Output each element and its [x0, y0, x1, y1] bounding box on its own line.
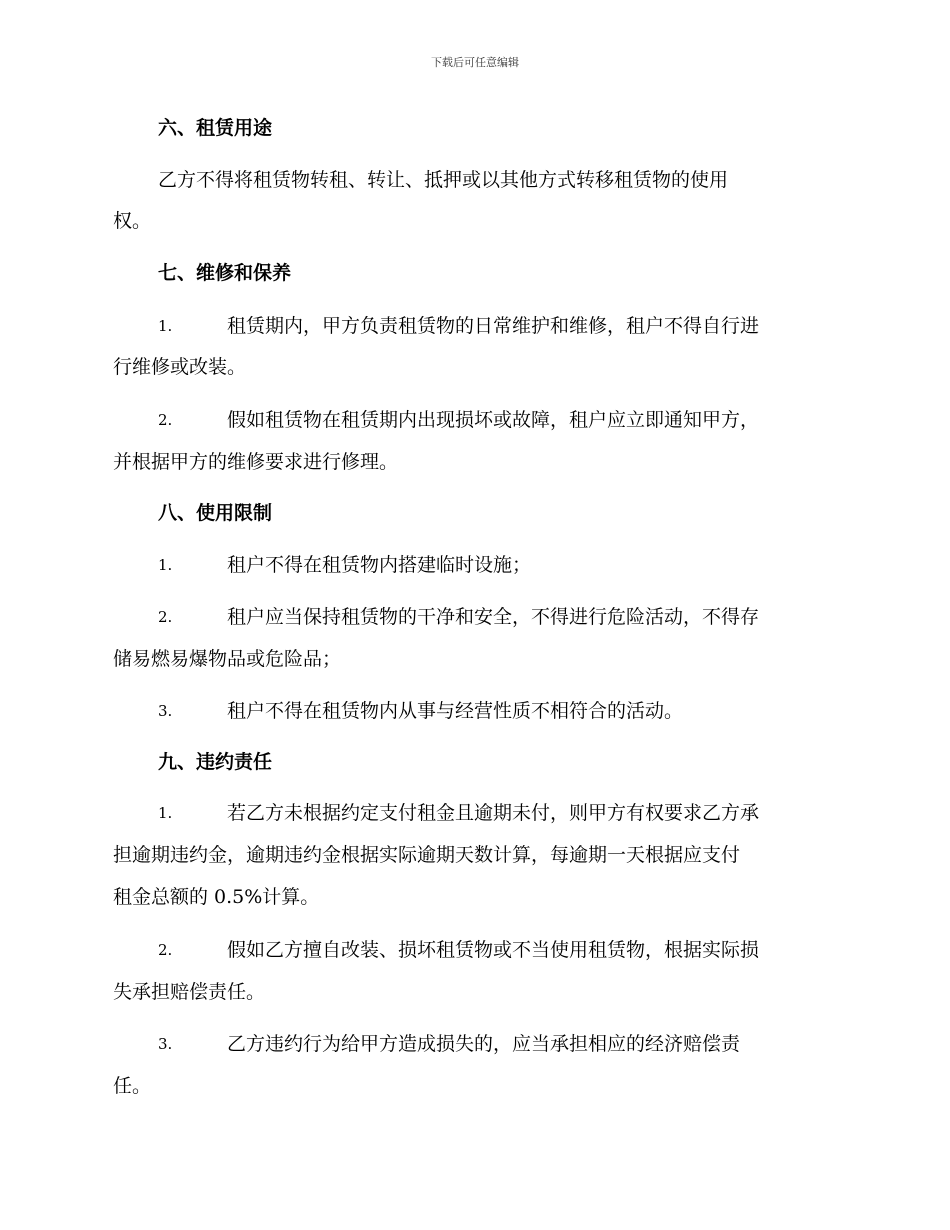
item-line: 若乙方未根据约定支付租金且逾期未付，则甲方有权要求乙方承	[227, 802, 760, 824]
section-heading-6: 六、租赁用途	[158, 117, 273, 139]
item-line: 租户不得在租赁物内从事与经营性质不相符合的活动。	[227, 700, 684, 722]
item-number: 3.	[158, 1035, 173, 1053]
item-line: 租户应当保持租赁物的干净和安全，不得进行危险活动，不得存	[227, 606, 760, 628]
item-line: 乙方违约行为给甲方造成损失的，应当承担相应的经济赔偿责	[227, 1033, 741, 1055]
section-heading-9: 九、违约责任	[158, 751, 273, 773]
item-line: 租赁期内，甲方负责租赁物的日常维护和维修，租户不得自行进	[227, 315, 760, 337]
item-line: 并根据甲方的维修要求进行修理。	[113, 451, 399, 473]
item-line: 失承担赔偿责任。	[113, 981, 266, 1003]
item-line: 行维修或改装。	[113, 356, 247, 378]
item-line: 担逾期违约金，逾期违约金根据实际逾期天数计算，每逾期一天根据应支付	[113, 844, 741, 866]
item-number: 3.	[158, 702, 173, 720]
item-number: 2.	[158, 411, 173, 429]
item-line: 假如乙方擅自改装、损坏租赁物或不当使用租赁物，根据实际损	[227, 939, 760, 961]
item-line: 任。	[113, 1075, 152, 1097]
page-header: 下载后可任意编辑	[431, 56, 519, 69]
paragraph-line: 权。	[113, 210, 152, 232]
item-number: 2.	[158, 941, 173, 959]
item-line: 储易燃易爆物品或危险品；	[113, 648, 342, 670]
item-number: 2.	[158, 608, 173, 626]
item-number: 1.	[158, 317, 173, 335]
item-number: 1.	[158, 556, 173, 574]
item-line: 租户不得在租赁物内搭建临时设施；	[227, 554, 532, 576]
item-line: 租金总额的 0.5%计算。	[113, 886, 320, 908]
item-number: 1.	[158, 804, 173, 822]
section-heading-8: 八、使用限制	[158, 502, 273, 524]
section-heading-7: 七、维修和保养	[158, 262, 292, 284]
paragraph-line: 乙方不得将租赁物转租、转让、抵押或以其他方式转移租赁物的使用	[158, 169, 729, 191]
item-line: 假如租赁物在租赁期内出现损坏或故障，租户应立即通知甲方，	[227, 409, 760, 431]
